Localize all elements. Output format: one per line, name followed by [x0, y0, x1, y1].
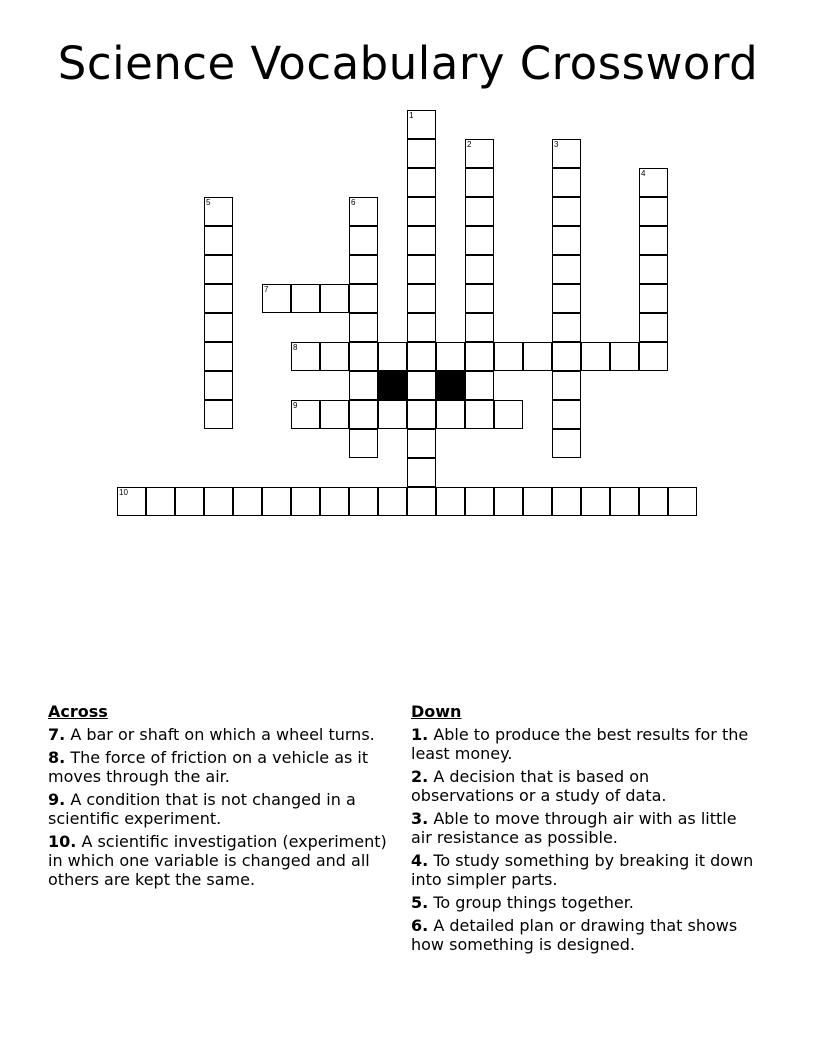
grid-cell[interactable] [204, 371, 233, 400]
grid-cell[interactable] [349, 226, 378, 255]
grid-cell[interactable] [436, 400, 465, 429]
grid-cell[interactable] [320, 400, 349, 429]
cell-number: 6 [351, 198, 356, 207]
grid-cell[interactable] [378, 400, 407, 429]
grid-cell[interactable] [639, 168, 668, 197]
grid-cell[interactable] [349, 284, 378, 313]
cell-number: 3 [554, 140, 559, 149]
clue-number: 7. [48, 725, 66, 744]
grid-cell[interactable] [233, 487, 262, 516]
grid-cell[interactable] [552, 313, 581, 342]
grid-cell[interactable] [465, 226, 494, 255]
grid-cell[interactable] [494, 342, 523, 371]
grid-cell[interactable] [407, 342, 436, 371]
grid-cell[interactable] [552, 197, 581, 226]
grid-cell[interactable] [552, 168, 581, 197]
grid-cell[interactable] [407, 284, 436, 313]
grid-cell[interactable] [552, 342, 581, 371]
grid-cell[interactable] [349, 197, 378, 226]
grid-cell[interactable] [552, 400, 581, 429]
grid-cell[interactable] [320, 487, 349, 516]
grid-cell[interactable] [204, 400, 233, 429]
grid-cell[interactable] [378, 342, 407, 371]
grid-cell[interactable] [465, 255, 494, 284]
grid-cell[interactable] [407, 371, 436, 400]
clue-across-9 [48, 790, 393, 828]
grid-cell[interactable] [291, 284, 320, 313]
grid-cell[interactable] [639, 487, 668, 516]
grid-cell[interactable] [639, 226, 668, 255]
page-title: Science Vocabulary Crossword [57, 37, 759, 90]
grid-cell[interactable] [378, 487, 407, 516]
clue-down-2 [411, 767, 756, 805]
grid-cell[interactable] [639, 284, 668, 313]
grid-cell[interactable] [349, 371, 378, 400]
clue-down-3 [411, 809, 756, 847]
across-heading: Across [48, 702, 108, 721]
clue-number: 1. [411, 725, 429, 744]
grid-cell[interactable] [523, 487, 552, 516]
grid-cell[interactable] [204, 197, 233, 226]
grid-cell[interactable] [407, 400, 436, 429]
clue-down-5 [411, 893, 756, 912]
grid-cell[interactable] [639, 313, 668, 342]
grid-cell[interactable] [465, 342, 494, 371]
cell-number: 9 [293, 401, 298, 410]
grid-cell[interactable] [552, 371, 581, 400]
grid-cell[interactable] [668, 487, 697, 516]
clue-number: 10. [48, 832, 77, 851]
grid-cell[interactable] [291, 342, 320, 371]
grid-cell[interactable] [175, 487, 204, 516]
clue-text: The force of friction on a vehicle as it moves through the air. [48, 748, 369, 786]
grid-cell[interactable] [610, 342, 639, 371]
clue-text: A detailed plan or drawing that shows how something is designed. [411, 916, 738, 954]
clue-number: 9. [48, 790, 66, 809]
grid-cell[interactable] [349, 429, 378, 458]
grid-cell[interactable] [552, 139, 581, 168]
cell-number: 10 [119, 488, 128, 497]
across-clues [48, 702, 393, 893]
clue-text: To group things together. [433, 893, 634, 912]
grid-cell[interactable] [349, 255, 378, 284]
cell-number: 8 [293, 343, 298, 352]
grid-cell[interactable] [204, 226, 233, 255]
grid-cell[interactable] [639, 342, 668, 371]
grid-cell[interactable] [407, 429, 436, 458]
grid-cell[interactable] [552, 255, 581, 284]
grid-cell[interactable] [523, 342, 552, 371]
clue-number: 4. [411, 851, 429, 870]
clue-across-8 [48, 748, 393, 786]
grid-cell[interactable] [407, 110, 436, 139]
cell-number: 2 [467, 140, 472, 149]
grid-cell[interactable] [349, 342, 378, 371]
grid-cell[interactable] [407, 313, 436, 342]
down-clues [411, 702, 756, 958]
clue-across-7 [48, 725, 393, 744]
grid-cell[interactable] [262, 487, 291, 516]
crossword-grid [117, 110, 717, 530]
black-cell [436, 371, 465, 400]
clue-text: Able to move through air with as little air resistance as possible. [411, 809, 737, 847]
grid-cell[interactable] [494, 400, 523, 429]
grid-cell[interactable] [407, 255, 436, 284]
grid-cell[interactable] [494, 487, 523, 516]
clue-number: 3. [411, 809, 429, 828]
grid-cell[interactable] [204, 284, 233, 313]
grid-cell[interactable] [465, 284, 494, 313]
grid-cell[interactable] [407, 487, 436, 516]
cell-number: 5 [206, 198, 211, 207]
grid-cell[interactable] [552, 487, 581, 516]
clue-text: A scientific investigation (experiment) in which one variable is changed and all others are kept the same. [48, 832, 387, 889]
grid-cell[interactable] [436, 487, 465, 516]
grid-cell[interactable] [407, 226, 436, 255]
grid-cell[interactable] [146, 487, 175, 516]
black-cell [378, 371, 407, 400]
grid-cell[interactable] [552, 226, 581, 255]
grid-cell[interactable] [610, 487, 639, 516]
grid-cell[interactable] [465, 197, 494, 226]
clue-number: 2. [411, 767, 429, 786]
grid-cell[interactable] [581, 342, 610, 371]
clue-down-6 [411, 916, 756, 954]
grid-cell[interactable] [465, 313, 494, 342]
grid-cell[interactable] [320, 284, 349, 313]
grid-cell[interactable] [291, 400, 320, 429]
grid-cell[interactable] [552, 284, 581, 313]
grid-cell[interactable] [407, 139, 436, 168]
grid-cell[interactable] [117, 487, 146, 516]
cell-number: 4 [641, 169, 646, 178]
grid-cell[interactable] [465, 487, 494, 516]
grid-cell[interactable] [262, 284, 291, 313]
clue-across-10 [48, 832, 393, 889]
grid-cell[interactable] [436, 342, 465, 371]
grid-cell[interactable] [465, 139, 494, 168]
grid-cell[interactable] [349, 487, 378, 516]
clue-down-1 [411, 725, 756, 763]
grid-cell[interactable] [204, 342, 233, 371]
grid-cell[interactable] [320, 342, 349, 371]
grid-cell[interactable] [204, 255, 233, 284]
clue-text: To study something by breaking it down into simpler parts. [411, 851, 754, 889]
clue-text: Able to produce the best results for the least money. [411, 725, 749, 763]
cell-number: 7 [264, 285, 269, 294]
clue-number: 8. [48, 748, 66, 767]
grid-cell[interactable] [407, 458, 436, 487]
clue-text: A bar or shaft on which a wheel turns. [70, 725, 375, 744]
grid-cell[interactable] [349, 313, 378, 342]
grid-cell[interactable] [291, 487, 320, 516]
clue-number: 6. [411, 916, 429, 935]
grid-cell[interactable] [639, 255, 668, 284]
grid-cell[interactable] [407, 197, 436, 226]
clue-number: 5. [411, 893, 429, 912]
down-heading: Down [411, 702, 462, 721]
grid-cell[interactable] [465, 168, 494, 197]
grid-cell[interactable] [407, 168, 436, 197]
grid-cell[interactable] [581, 487, 610, 516]
grid-cell[interactable] [204, 313, 233, 342]
clue-text: A decision that is based on observations or a study of data. [411, 767, 667, 805]
clue-down-4 [411, 851, 756, 889]
grid-cell[interactable] [552, 429, 581, 458]
cell-number: 1 [409, 111, 414, 120]
grid-cell[interactable] [204, 487, 233, 516]
clue-text: A condition that is not changed in a scientific experiment. [48, 790, 356, 828]
grid-cell[interactable] [465, 371, 494, 400]
grid-cell[interactable] [639, 197, 668, 226]
grid-cell[interactable] [465, 400, 494, 429]
grid-cell[interactable] [349, 400, 378, 429]
